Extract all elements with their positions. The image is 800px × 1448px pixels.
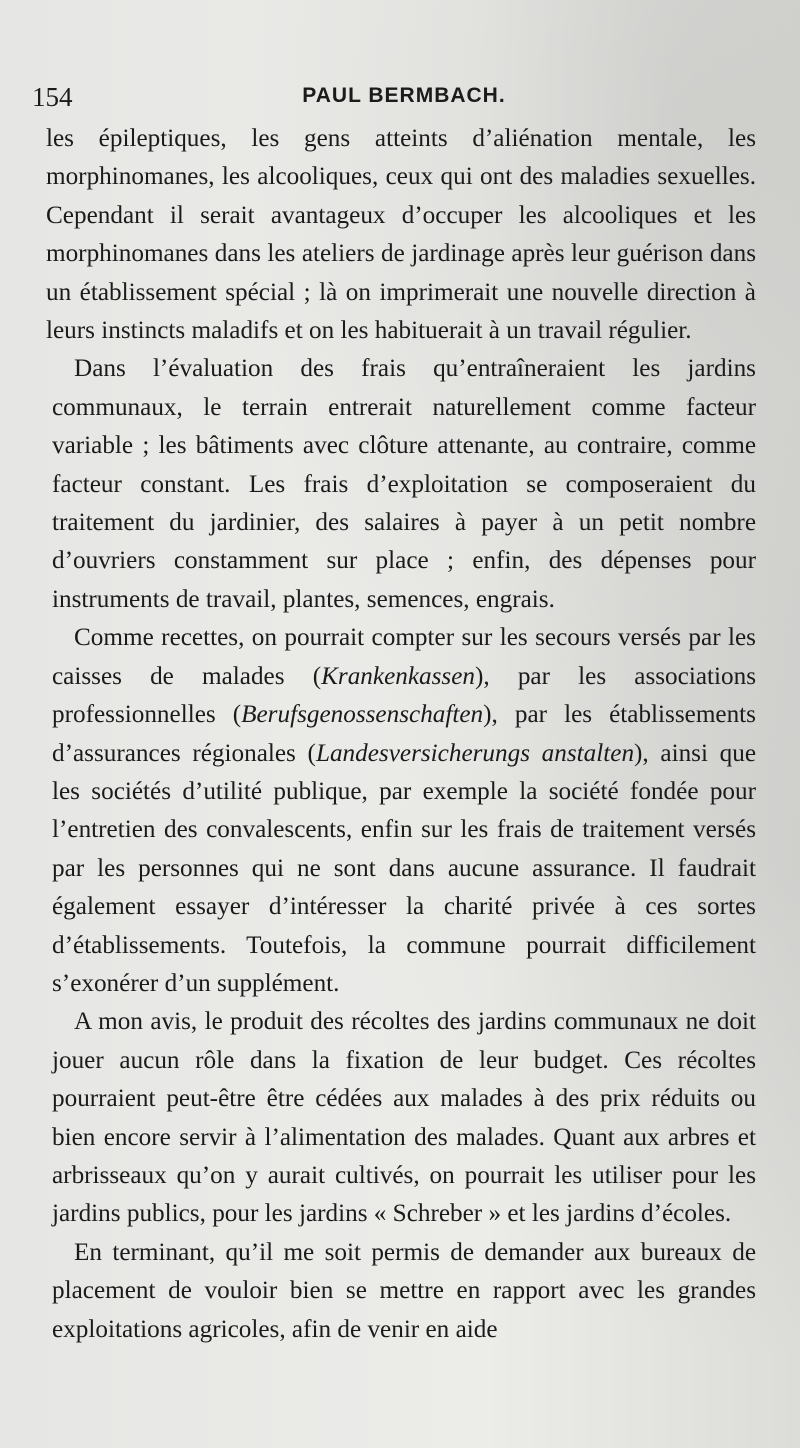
- body-text: [46, 120, 757, 1349]
- text-segment: ), par les associations professionnelles (: [52, 662, 756, 729]
- italic-term-krankenkassen: Krankenkassen: [321, 662, 475, 690]
- text-segment: les épileptiques, les gens atteints d’aliénation mentale, les morphinomanes, les alcooliques, ceux qui ont des maladies sexuelles. Cependant il serait avantageux d’occuper les alcooliques et les morphinomanes dans les ateliers de jardinage après leur guérison dans un établissement spécial ; là on imprimerait une nouvelle direction à leurs instincts maladifs et on les habituerait à un travail régulier.: [46, 125, 756, 345]
- page-number: 154: [32, 82, 73, 112]
- italic-term-berufsgenossenschaften: Berufsgenossenschaften: [241, 701, 484, 729]
- italic-term-landesversicherungs: Landesversicherungs anstalten: [315, 739, 635, 767]
- paragraph: [52, 350, 756, 619]
- paragraph: [52, 619, 756, 1003]
- text-segment: ), ainsi que les sociétés d’utilité publique, par exemple la société fondée pour l’entretien des convalescents, enfin sur les frais de traitement versés par les personnes qui ne sont dans aucune assurance. Il faudrait également essayer d’intéresser la charité privée à ces sortes d’établissements. Toutefois, la commune pourrait difficilement s’exonérer d’un supplément.: [52, 739, 757, 997]
- running-head: PAUL BERMBACH.: [302, 84, 506, 107]
- text-segment: Comme recettes, on pourrait compter sur les secours versés par les caisses de malades (: [52, 624, 756, 690]
- paragraph: [52, 1003, 756, 1233]
- text-segment: En terminant, qu’il me soit permis de demander aux bureaux de placement de vouloir bien se mettre en rapport avec les grandes exploitations agricoles, afin de venir en aide: [52, 1238, 756, 1343]
- text-segment: A mon avis, le produit des récoltes des jardins communaux ne doit jouer aucun rôle dans la fixation de leur budget. Ces récoltes pourraient peut-être être cédées aux malades à des prix réduits ou bien encore servir à l’alimentation des malades. Quant aux arbres et arbrisseaux qu’on y aurait cultivés, on pourrait les utiliser pour les jardins publics, pour les jardins « Schreber » et les jardins d’écoles.: [52, 1008, 756, 1228]
- paragraph: [52, 1234, 756, 1349]
- page-header: [32, 76, 756, 120]
- text-segment: ), par les établissements d’assurances régionales (: [52, 701, 756, 767]
- paragraph: [46, 120, 756, 350]
- text-segment: Dans l’évaluation des frais qu’entraîneraient les jardins communaux, le terrain entrerait naturellement comme facteur variable ; les bâtiments avec clôture attenante, au contraire, comme facteur constant. Les frais d’exploitation se composeraient du traitement du jardinier, des salaires à payer à un petit nombre d’ouvriers constamment sur place ; enfin, des dépenses pour instruments de travail, plantes, semences, engrais.: [52, 355, 756, 613]
